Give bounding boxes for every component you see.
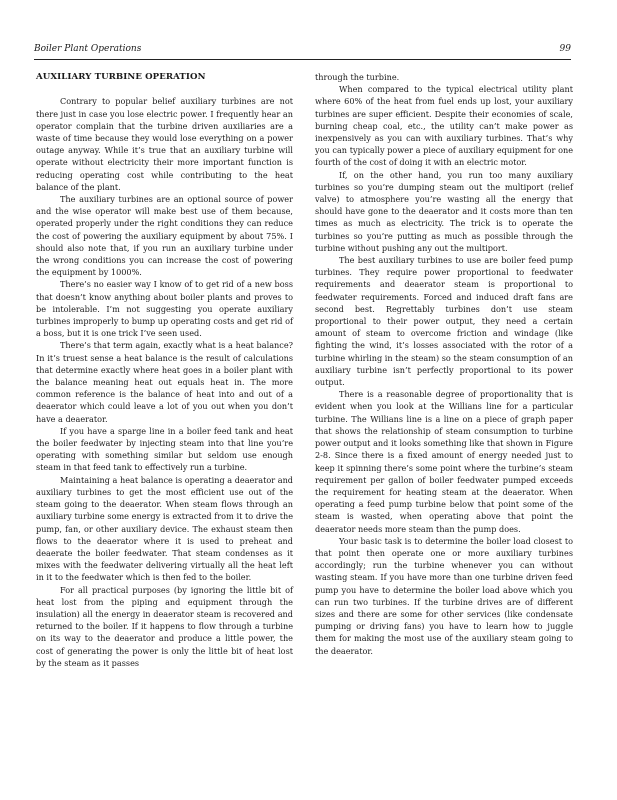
paragraph: When compared to the typical electrical utility plant where 60% of the heat from fuel ends up lost, your auxiliary turbines are super efficient. Despite their economies of scale, burning cheap coal, etc., the utility can’t make power as inexpensively as you can with auxiliary turbines. That’s why you can typically power a piece of auxiliary equipment for one fourth of the cost of doing it with an electric motor. <box>315 84 573 168</box>
paragraph: There’s no easier way I know of to get rid of a new boss that doesn’t know anything about boiler plants and proves to be intolerable. I’m not suggesting you operate auxiliary turbines improperly to bump up operating costs and get rid of a boss, but it is one trick I’ve seen used. <box>36 279 293 339</box>
paragraph: There’s that term again, exactly what is a heat balance? In it’s truest sense a heat balance is the result of calculations that determine exactly where heat goes in a boiler plant with the balance meaning heat out equals heat in. The more common reference is the balance of heat into and out of a deaerator which could leave a lot of you out when you don’t have a deaerator. <box>36 340 293 424</box>
paragraph: If, on the other hand, you run too many auxiliary turbines so you’re dumping steam out the multiport (relief valve) to atmosphere you’re wasting all the energy that should have gone to the deaerator and it costs more than ten times as much as electricity. The trick is to operate the turbines so you’re putting as much as possible through the turbine without pushing any out the multiport. <box>315 169 573 253</box>
paragraph: For all practical purposes (by ignoring the little bit of heat lost from the piping and equipment through the insulation) all the energy in deaerator steam is recovered and returned to the boiler. If it happens to flow through a turbine on its way to the deaerator and produce a little power, the cost of generating the power is only the little bit of heat lost by the steam as it passes <box>36 584 293 668</box>
running-head <box>34 44 571 58</box>
running-title: Boiler Plant Operations <box>34 44 142 54</box>
paragraph: There is a reasonable degree of proportionality that is evident when you look at the Willians line for a particular turbine. The Willians line is a line on a piece of graph paper that shows the relationship of steam consumption to turbine power output and it looks something like that shown in Figure 2-8. Since there is a fixed amount of energy needed just to keep it spinning there’s some point where the turbine’s steam requirement per gallon of boiler feedwater pumped exceeds the requirement for heating steam at the deaerator. When operating a feed pump turbine below that point some of the steam is wasted, when operating above that point the deaerator needs more steam than the pump does. <box>315 389 573 534</box>
paragraph: Contrary to popular belief auxiliary turbines are not there just in case you lose electric power. I frequently hear an operator complain that the turbine driven auxiliaries are a waste of time because they would lose everything on a power outage anyway. While it’s true that an auxiliary turbine will operate without electricity their more important function is reducing operating cost while contributing to the heat balance of the plant. <box>36 96 293 192</box>
paragraph: The auxiliary turbines are an optional source of power and the wise operator will make best use of them because, operated properly under the right conditions they can reduce the cost of powering the auxiliary equipment by about 75%. I should also note that, if you run an auxiliary turbine under the wrong conditions you can increase the cost of powering the equipment by 1000%. <box>36 194 293 278</box>
header-rule <box>34 59 571 60</box>
paragraph: Your basic task is to determine the boiler load closest to that point then operate one or more auxiliary turbines accordingly; run the turbine whenever you can without wasting steam. If you have more than one turbine driven feed pump you have to determine the boiler load above which you can run two turbines. If the turbine drives are of different sizes and there are some for other services (like condensate pumping or driving fans) you have to learn how to juggle them for making the most use of the auxiliary steam going to the deaerator. <box>315 535 573 656</box>
page-number: 99 <box>559 44 571 54</box>
section-heading: AUXILIARY TURBINE OPERATION <box>36 72 206 82</box>
paragraph: Maintaining a heat balance is operating a deaerator and auxiliary turbines to get the most efficient use out of the steam going to the deaerator. When steam flows through an auxiliary turbine some energy is extracted from it to drive the pump, fan, or other auxiliary device. The exhaust steam then flows to the deaerator where it is used to preheat and deaerate the boiler feedwater. That steam condenses as it mixes with the feedwater delivering virtually all the heat left in it to the feedwater which is then fed to the boiler. <box>36 474 293 583</box>
paragraph: If you have a sparge line in a boiler feed tank and heat the boiler feedwater by injecting steam into that line you’re operating with something similar but seldom use enough steam in that feed tank to effectively run a turbine. <box>36 425 293 473</box>
left-column <box>36 71 293 669</box>
paragraph: The best auxiliary turbines to use are boiler feed pump turbines. They require power proportional to feedwater requirements and deaerator steam is proportional to feedwater requirements. Forced and induced draft fans are second best. Regrettably turbines don’t use steam proportional to their power output, they need a certain amount of steam to overcome friction and windage (like fighting the wind, it’s losses associated with the rotor of a turbine whirling in the steam) so the steam consumption of an auxiliary turbine isn’t perfectly proportional to its power output. <box>315 255 573 388</box>
paragraph-continuation: through the turbine. <box>315 72 400 82</box>
right-column <box>315 71 573 657</box>
